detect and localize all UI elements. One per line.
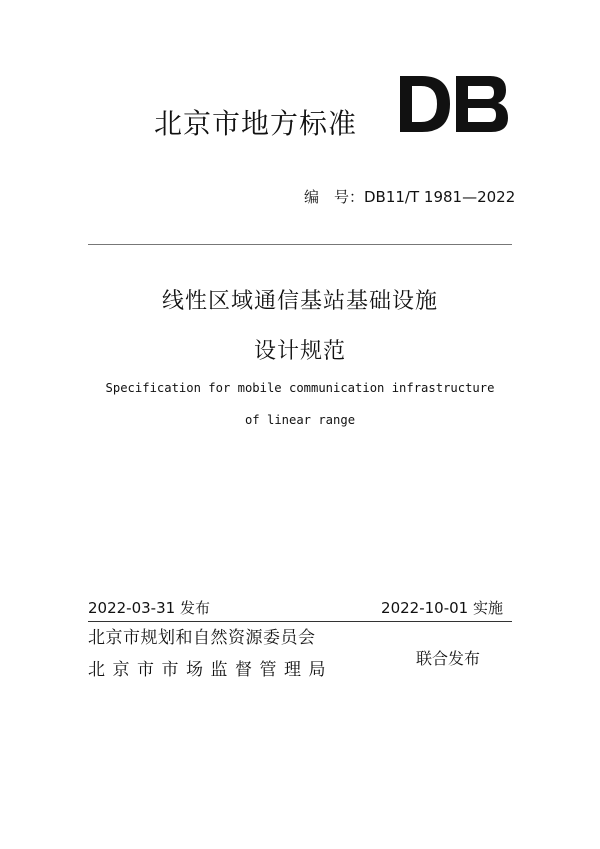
header-divider	[88, 244, 512, 245]
standard-type-label: 北京市地方标准	[154, 107, 358, 140]
issuer-market-regulation: 北京市市场监督管理局	[88, 660, 333, 680]
joint-release-label: 联合发布	[416, 649, 481, 668]
issuer-planning-commission: 北京市规划和自然资源委员会	[88, 628, 316, 648]
footer-divider	[88, 621, 512, 622]
db-logo	[398, 74, 510, 134]
title-chinese-line1: 线性区域通信基站基础设施	[161, 289, 438, 314]
title-chinese-line2: 设计规范	[253, 339, 346, 364]
implement-date: 2022-10-01 实施	[381, 599, 503, 617]
title-english-line2: of linear range	[244, 413, 356, 427]
title-english-line1: Specification for mobile communication infrastructure	[105, 381, 495, 395]
publish-date: 2022-03-31 发布	[88, 599, 210, 617]
document-number: 编 号：DB11/T 1981—2022	[304, 188, 516, 206]
